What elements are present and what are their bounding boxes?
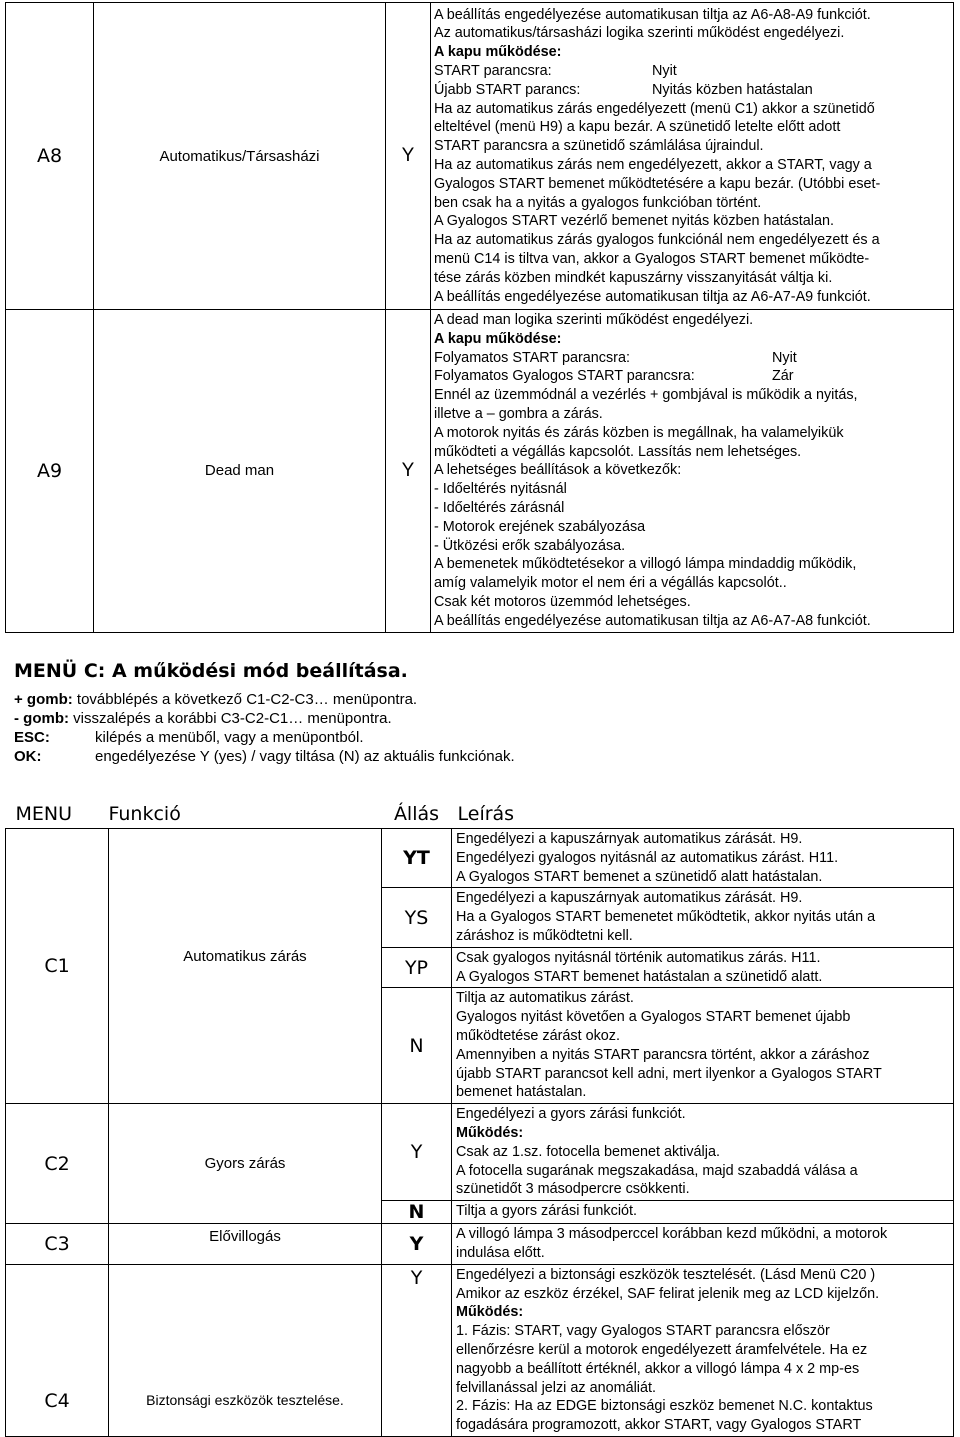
desc-heading: A kapu működése: [434,44,562,61]
key-line [14,709,515,728]
row-a9 [6,310,954,633]
pair-value: Nyit [652,63,677,80]
description-cell [452,1224,954,1265]
desc-line: Ha az automatikus zárás engedélyezett (menü C1) akkor a szünetidő [434,100,875,117]
state-value: YT [382,829,452,888]
desc-line: Engedélyezi a gyors zárási funkciót. [456,1106,686,1123]
desc-line: - Motorok erejének szabályozása [434,518,646,535]
desc-line: szünetidőt 3 másodpercre csökkenti. [456,1181,690,1198]
desc-line: ellenőrzésre kerül a motorok engedélyezett áramfelvétele. Ha ez [456,1341,868,1358]
description-cell [452,1264,954,1436]
desc-line: A beállítás engedélyezése automatikusan tiltja az A6-A7-A9 funkciót. [434,288,871,305]
desc-line: Amikor az eszköz érzékel, SAF felirat jelenik meg az LCD kijelzőn. [456,1285,880,1302]
function-name: Biztonsági eszközök tesztelése. [109,1264,382,1436]
desc-line: A fotocella sugarának megszakadása, majd szabaddá válása a [456,1162,858,1179]
key-label: ESC: [14,729,50,746]
desc-line: indulása előtt. [456,1244,545,1261]
desc-line: Ha a Gyalogos START bemenetet működtetik, akkor nyitás után a [456,909,876,926]
description-cell [452,888,954,947]
desc-line: - Időeltérés nyitásnál [434,481,567,498]
description-cell [452,829,954,888]
desc-line: Csak két motoros üzemmód lehetséges. [434,593,691,610]
desc-line: Csak az 1.sz. fotocella bemenet aktiválja. [456,1143,720,1160]
key-text: engedélyezése Y (yes) / vagy tiltása (N) az aktuális funkciónak. [95,748,515,765]
function-name: Gyors zárás [109,1104,382,1224]
desc-line: A Gyalogos START vezérlő bemenet nyitás közben hatástalan. [434,213,834,230]
state-value: Y [386,3,431,310]
code-cell: C2 [6,1104,109,1224]
desc-line: bemenet hatástalan. [456,1084,587,1101]
header-state: Állás [393,803,440,825]
state-value: Y [382,1104,452,1201]
desc-line: A lehetséges beállítások a következők: [434,462,682,479]
function-name: Elővillogás [109,1224,382,1265]
key-text: visszalépés a korábbi C3-C2-C1… menüpontra. [68,710,392,727]
desc-line: A dead man logika szerinti működést engedélyezi. [434,312,754,328]
desc-line: Az automatikus/társasházi logika szerinti működést engedélyezi. [434,25,845,42]
desc-line: A motorok nyitás és zárás közben is megállnak, ha valamelyikük [434,424,844,441]
code-cell: C3 [6,1224,109,1265]
code-cell: C4 [6,1264,109,1436]
pair-label: Újabb START parancs: [434,81,581,98]
row-c2-y [6,1104,954,1201]
code-cell: A9 [6,310,94,633]
desc-line: újabb START parancsot kell adni, mert ilyenkor a Gyalogos START [456,1065,882,1082]
pair-value: Nyit [772,349,797,366]
desc-line: Engedélyezi a biztonsági eszközök tesztelését. (Lásd Menü C20 ) [456,1266,876,1283]
desc-line: amíg valamelyik motor el nem éri a végállás kapcsolót.. [434,575,787,592]
settings-table-a [5,2,954,633]
desc-line: fogadására programozott, akkor START, vagy Gyalogos START [456,1417,862,1434]
desc-line: működteti a végállás kapcsolót. Lassítás nem lehetséges. [434,443,802,460]
function-name: Dead man [94,310,386,633]
desc-line: elteltével (menü H9) a kapu bezár. A szünetidő letelte előtt adott [434,119,841,136]
description-cell [431,310,954,633]
row-c1-yt [6,829,954,888]
desc-line: START parancsra a szünetidő számlálása újraindul. [434,138,764,155]
menu-c-keys [14,690,515,766]
pair-label: Folyamatos Gyalogos START parancsra: [434,368,695,385]
desc-line: záráshoz is működtetni kell. [456,927,633,944]
desc-line: 1. Fázis: START, vagy Gyalogos START parancsra először [456,1323,830,1340]
description-cell [452,1104,954,1201]
desc-line: Ha az automatikus zárás gyalogos funkciónál nem engedélyezett és a [434,232,880,249]
desc-line: Gyalogos nyitást követően a Gyalogos START bemenet újabb [456,1009,851,1026]
desc-line: A beállítás engedélyezése automatikusan tiltja az A6-A8-A9 funkciót. [434,6,871,23]
pair-label: START parancsra: [434,63,552,80]
desc-line: illetve a – gombra a zárás. [434,405,603,422]
function-name: Automatikus/Társasházi [94,3,386,310]
description-cell [431,3,954,310]
desc-heading: Működés: [456,1124,524,1141]
desc-line: tése zárás közben mindkét kapuszárny visszanyitását váltja ki. [434,269,833,286]
row-c4 [6,1264,954,1436]
desc-line: Engedélyezi a kapuszárnyak automatikus zárását. H9. [456,831,803,847]
desc-line: Engedélyezi gyalogos nyitásnál az automatikus zárást. H11. [456,849,839,866]
state-value: N [382,988,452,1104]
menu-c-heading: MENÜ C: A működési mód beállítása. [14,660,408,682]
desc-line: A beállítás engedélyezése automatikusan tiltja az A6-A7-A8 funkciót. [434,612,871,629]
desc-pair [434,349,950,368]
header-row [6,800,954,829]
desc-heading: Működés: [456,1304,524,1321]
desc-line: A Gyalogos START bemenet hatástalan a szünetidő alatt. [456,968,823,985]
desc-line: 2. Fázis: Ha az EDGE biztonsági eszköz bemenet N.C. kontaktus [456,1398,873,1415]
pair-value: Zár [772,368,794,385]
key-text: kilépés a menüből, vagy a menüpontból. [95,729,364,746]
state-value: Y [386,310,431,633]
menu-c-table [5,800,954,1437]
key-line [14,747,515,766]
desc-line: Amennyiben a nyitás START parancsra történt, akkor a záráshoz [456,1046,870,1063]
desc-line: Tiltja az automatikus zárást. [456,990,634,1007]
state-value: N [382,1201,452,1224]
key-line [14,690,515,709]
function-name: Automatikus zárás [109,829,382,1104]
desc-line: Ennél az üzemmódnál a vezérlés + gombjával is működik a nyitás, [434,387,858,404]
desc-pair [434,81,950,100]
desc-line: menü C14 is tiltva van, akkor a Gyalogos START bemenet működte- [434,250,870,267]
desc-line: nagyobb a beállított értéknél, akkor a villogó lámpa 4 x 2 mp-es [456,1360,860,1377]
desc-heading: A kapu működése: [434,330,562,347]
row-a8 [6,3,954,310]
key-text: továbblépés a következő C1-C2-C3… menüpontra. [72,691,418,708]
desc-pair [434,367,950,386]
state-value: Y [382,1264,452,1436]
desc-line: A villogó lámpa 3 másodperccel korábban kezd működni, a motorok [456,1226,888,1243]
desc-line: - Ütközési erők szabályozása. [434,537,626,554]
key-label: - gomb: [14,710,69,727]
state-value: YP [382,947,452,988]
desc-line: Engedélyezi a kapuszárnyak automatikus zárását. H9. [456,890,803,907]
row-c3 [6,1224,954,1265]
code-cell: C1 [6,829,109,1104]
pair-value: Nyitás közben hatástalan [652,81,813,98]
header-function: Funkció [108,803,181,825]
key-label: OK: [14,748,42,765]
desc-line: működtetése zárást okoz. [456,1027,620,1044]
state-value: YS [382,888,452,947]
desc-line: Ha az automatikus zárás nem engedélyezett, akkor a START, vagy a [434,157,872,173]
desc-line: A bemenetek működtetésekor a villogó lámpa mindaddig működik, [434,556,857,573]
pair-label: Folyamatos START parancsra: [434,349,630,366]
desc-line: - Időeltérés zárásnál [434,499,565,516]
desc-line: Gyalogos START bemenet működtetésére a kapu bezár. (Utóbbi eset- [434,175,881,192]
description-cell [452,988,954,1104]
header-description: Leírás [457,803,515,825]
desc-line: felvillanással jelzi az anomáliát. [456,1379,656,1396]
key-label: + gomb: [14,691,73,708]
code-cell: A8 [6,3,94,310]
desc-line: Csak gyalogos nyitásnál történik automatikus zárás. H11. [456,949,821,966]
description-cell [452,1201,954,1224]
header-menu: MENU [15,803,73,825]
desc-line: ben csak ha a nyitás a gyalogos funkcióban történt. [434,194,762,211]
desc-pair [434,62,950,81]
key-line [14,728,515,747]
desc-line: A Gyalogos START bemenet a szünetidő alatt hatástalan. [456,868,823,885]
description-cell [452,947,954,988]
state-value: Y [382,1224,452,1265]
desc-line: Tiltja a gyors zárási funkciót. [456,1203,638,1220]
